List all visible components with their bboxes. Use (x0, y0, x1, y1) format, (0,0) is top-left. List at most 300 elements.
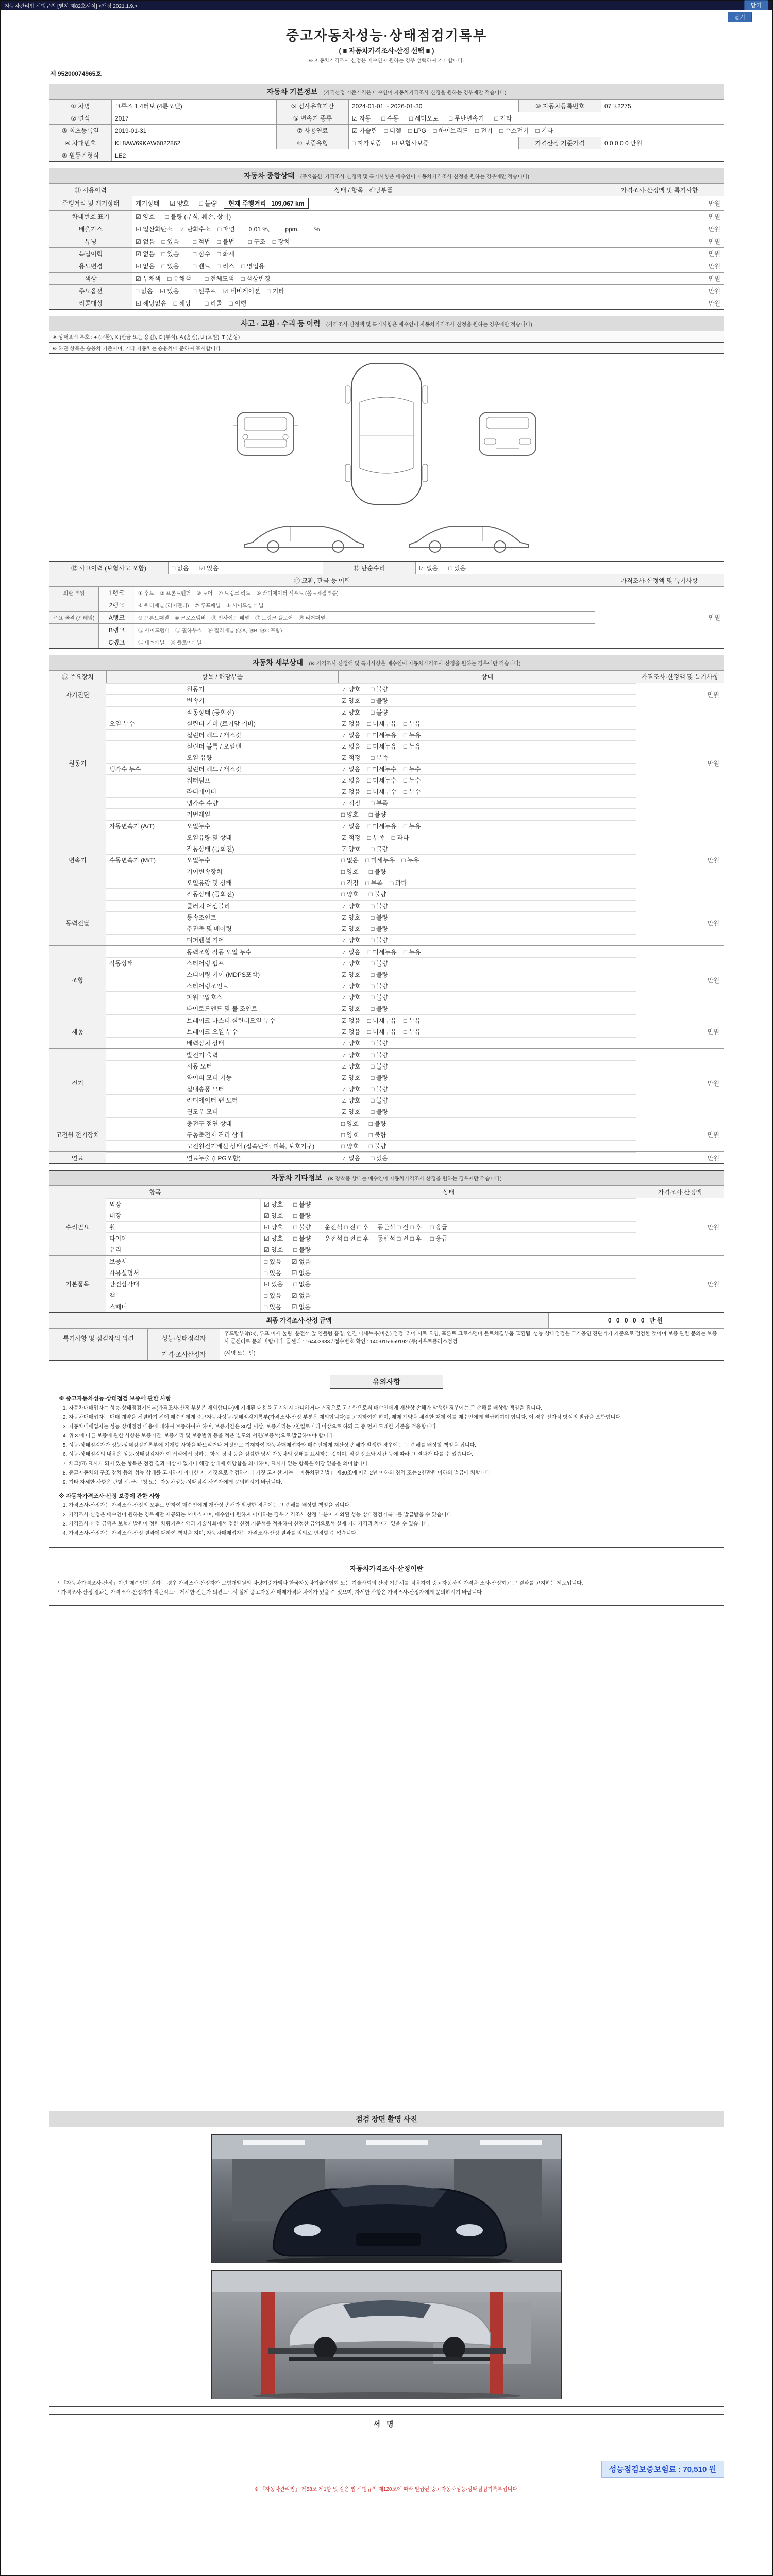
overall-rows (49, 196, 724, 309)
detail-part: 오일유량 및 상태 (183, 877, 338, 888)
detail-group-fuel (49, 1151, 724, 1163)
field-label: 가격산정 기준가격 (518, 137, 601, 149)
table-row (49, 210, 724, 223)
field-label: ⑥ 변속기 종류 (276, 112, 348, 124)
group-rows (106, 1117, 636, 1151)
detail-row (106, 888, 636, 900)
column-header: 상태 (338, 671, 636, 683)
photo-section-title: 점검 장면 촬영 사진 (49, 2111, 724, 2127)
document-header (49, 25, 724, 64)
table-row (49, 196, 724, 210)
field-label: ③ 최초등록일 (49, 125, 111, 137)
notice-item: 4. 가격조사·산정자는 가격조사·산정 결과에 대하여 책임을 지며, 자동차매매업자는 가격조사·산정 결과를 임의로 변경할 수 없습니다. (63, 1531, 358, 1536)
notice-item: 2. 자동차매매업자는 매매 계약을 체결하기 전에 매수인에게 중고자동차성능·상태점검기록부(가격조사·산정 부분은 제외합니다)를 고지하여야 하며, 매매 계약을 체결한 때에 이를 매수인에게 발급하여야 합니다. 이 경우 전자적 방식의 발급을 포함합니다. (63, 1415, 622, 1420)
panel-group-label (49, 599, 98, 611)
detail-status: ☑ 양호 □ 불량 (341, 914, 389, 921)
model-year-value: 2017 (111, 112, 276, 124)
car-diagram-row-top (227, 359, 546, 509)
detail-status: ☑ 양호 □ 불량 (341, 937, 389, 944)
photo-lift-illustration (212, 2271, 562, 2399)
detail-status: ☑ 양호 □ 불량 (341, 925, 389, 933)
rank-label: C랭크 (98, 636, 135, 648)
opinion-table (49, 1328, 724, 1361)
group-rows (106, 946, 636, 1014)
row-status (132, 235, 595, 247)
detail-group-electrical (49, 1048, 724, 1117)
row-status (132, 260, 595, 272)
detail-subgroup (106, 901, 183, 911)
definition-title: 자동차가격조사·산정이란 (320, 1561, 453, 1575)
row-label: 리콜대상 (49, 297, 132, 309)
detail-status: ☑ 없음 □ 미세누수 □ 누수 (341, 766, 421, 773)
rank-label: A랭크 (98, 612, 135, 623)
row-price: 만원 (595, 297, 724, 309)
detail-status: ☑ 없음 □ 미세누유 □ 누유 (341, 1017, 421, 1024)
detail-group-brake (49, 1014, 724, 1048)
detail-part: 실린더 블록 / 오일팬 (183, 741, 338, 752)
row-price: 만원 (595, 196, 724, 210)
appraiser-opinion-text: (서명 또는 인) (220, 1348, 724, 1360)
detail-part: 배력장치 상태 (183, 1038, 338, 1048)
detail-subgroup (106, 946, 183, 957)
detail-subgroup (106, 775, 183, 786)
section-detail-title: 자동차 세부상태 (252, 658, 304, 667)
detail-row (106, 1117, 636, 1129)
detail-row (106, 911, 636, 923)
status-checkboxes: ☑ 일산화탄소 ☑ 탄화수소 □ 매연 0.01 %, ppm, % (136, 226, 320, 233)
column-header: 항목 (49, 1186, 261, 1198)
group-rows (106, 1198, 636, 1255)
detail-status: □ 적정 □ 부족 □ 과다 (341, 879, 407, 887)
section-accident-title: 사고 · 교환 · 수리 등 이력 (241, 319, 321, 328)
group-name: 전기 (49, 1049, 106, 1117)
group-rows (106, 1256, 636, 1312)
detail-subgroup (106, 935, 183, 945)
detail-status: ☑ 적정 □ 부족 (341, 800, 389, 807)
fuel-options: ☑ 가솔린 □ 디젤 □ LPG □ 하이브리드 □ 전기 □ 수소전기 □ 기타 (348, 125, 724, 137)
group-name: 변속기 (49, 820, 106, 900)
group-rows (106, 1049, 636, 1117)
detail-part: 스티어링 펌프 (183, 958, 338, 969)
detail-status: ☑ 양호 □ 불량 (341, 1040, 389, 1047)
car-diagram-front-view (227, 403, 304, 465)
group-price: 만원 (636, 1198, 724, 1255)
misc-row (106, 1244, 636, 1255)
rank-row (49, 636, 595, 648)
section-detail-header (49, 655, 724, 670)
notice-section (49, 1369, 724, 1548)
detail-status: ☑ 양호 □ 불량 (341, 1074, 389, 1081)
detail-status: ☑ 양호 □ 불량 (341, 994, 389, 1001)
misc-part: 사용설명서 (106, 1267, 261, 1278)
detail-status: □ 없음 □ 미세누유 □ 누유 (341, 857, 419, 864)
column-header: ⑮ 주요장치 (49, 671, 106, 683)
detail-row (106, 786, 636, 797)
table-row (49, 247, 724, 260)
misc-part: 내장 (106, 1210, 261, 1221)
table-row (49, 272, 724, 284)
section-detail-note: (※ 가격조사·산정액 및 특기사항은 매수인이 자동차가격조사·산정을 원하는 경우에만 적습니다) (309, 661, 521, 667)
detail-group-engine (49, 706, 724, 820)
page-note: ※ 자동차가격조사·산정은 매수인이 원하는 경우 선택하여 기재합니다. (309, 58, 464, 64)
final-price-value: 0 0 0 0 0 만원 (548, 1313, 724, 1328)
group-price: 만원 (636, 820, 724, 900)
detail-status: ☑ 양호 □ 불량 (341, 1108, 389, 1115)
detail-row (106, 980, 636, 991)
detail-status: ☑ 없음 □ 미세누수 □ 누수 (341, 788, 421, 795)
rank-label: B랭크 (98, 624, 135, 636)
section-overall-title: 자동차 종합상태 (244, 172, 295, 180)
detail-part: 윈도우 모터 (183, 1106, 338, 1117)
field-label: ⑨ 자동차등록번호 (518, 100, 601, 112)
group-price: 만원 (636, 1049, 724, 1117)
misc-part: 안전삼각대 (106, 1279, 261, 1290)
misc-group-items (49, 1255, 724, 1312)
misc-part: 스패너 (106, 1301, 261, 1312)
detail-row (106, 1083, 636, 1094)
rank-label: 2랭크 (98, 599, 135, 611)
detail-group-selfdiag (49, 683, 724, 706)
status-checkboxes: □ 없음 ☑ 있음 □ 썬루프 ☑ 네비게이션 □ 기타 (136, 287, 284, 295)
status-checkboxes: ☑ 무채색 □ 유채색 □ 전체도색 □ 색상변경 (136, 275, 271, 282)
detail-row (106, 729, 636, 740)
detail-subgroup (106, 1038, 183, 1048)
group-name: 연료 (49, 1152, 106, 1163)
detail-part: 와이퍼 모터 기능 (183, 1072, 338, 1083)
detail-status: □ 양호 □ 불량 (341, 811, 386, 818)
detail-status: □ 양호 □ 불량 (341, 868, 386, 875)
close-button-top[interactable]: 닫기 (744, 0, 768, 10)
column-header: 상태 / 항목 · 해당부품 (132, 184, 595, 196)
notice-item: 1. 가격조사·산정자는 가격조사·산정의 오류로 인하여 매수인에게 재산상 손해가 발생한 경우에는 그 손해를 배상할 책임을 집니다. (63, 1503, 351, 1509)
section-accident-header (49, 316, 724, 331)
detail-part: 발전기 출력 (183, 1049, 338, 1060)
section-misc-title: 자동차 기타정보 (271, 1174, 322, 1182)
detail-status: ☑ 양호 □ 불량 (341, 903, 389, 910)
row-label: 튜닝 (49, 235, 132, 247)
detail-row (106, 1014, 636, 1026)
row-price: 만원 (595, 211, 724, 223)
detail-status: ☑ 적정 □ 부족 □ 과다 (341, 834, 409, 841)
detail-part: 워터펌프 (183, 775, 338, 786)
detail-row (106, 1094, 636, 1106)
notice-title: 유의사항 (330, 1375, 443, 1389)
document (49, 25, 724, 2508)
detail-subgroup (106, 866, 183, 877)
detail-status: ☑ 없음 □ 미세누유 □ 누유 (341, 743, 421, 750)
final-price-label: 최종 가격조사·산정 금액 (49, 1313, 548, 1328)
final-price-band (49, 1313, 724, 1328)
detail-part: 실린더 헤드 / 개스킷 (183, 764, 338, 774)
notice-item: 9. 기타 자세한 사항은 관할 시·군·구청 또는 자동차성능·상태점검 사업자에게 문의하시기 바랍니다. (63, 1480, 282, 1485)
detail-row (106, 740, 636, 752)
detail-part: 충전구 절연 상태 (183, 1118, 338, 1129)
exchange-rank-rows (49, 586, 595, 648)
misc-part: 외장 (106, 1199, 261, 1210)
detail-row (106, 706, 636, 718)
section-misc-note: (※ 장착품 상태는 매수인이 자동차가격조사·산정을 원하는 경우에만 적습니다) (328, 1176, 502, 1182)
misc-row (106, 1278, 636, 1290)
warranty-type-options: □ 자가보증 ☑ 보험사보증 (348, 137, 518, 149)
detail-group-powertrain (49, 900, 724, 945)
panel-group-label: 외판 부위 (49, 587, 98, 599)
row-price: 만원 (595, 223, 724, 235)
detail-subgroup (106, 1106, 183, 1117)
page-title: 중고자동차성능·상태점검기록부 (285, 28, 488, 43)
misc-status: ☑ 양호 □ 불량 운전석 □ 전 □ 후 동반석 □ 전 □ 후 □ 응급 (264, 1224, 448, 1231)
odometer-value: 현재 주행거리 109,067 km (224, 198, 309, 209)
misc-status: ☑ 양호 □ 불량 (264, 1212, 311, 1219)
detail-row (106, 923, 636, 934)
detail-part: 시동 모터 (183, 1061, 338, 1072)
accident-history-table (49, 562, 724, 649)
group-price: 만원 (636, 1117, 724, 1151)
group-price: 만원 (636, 1152, 724, 1163)
group-price: 만원 (636, 683, 724, 706)
car-name-value: 크루즈 1.4터보 (4륜모델) (111, 100, 276, 112)
detail-subgroup (106, 684, 183, 694)
detail-subgroup (106, 912, 183, 923)
exchange-price: 만원 (595, 586, 724, 648)
detail-subgroup (106, 695, 183, 706)
state-symbol-legend: ※ 상태표시 부호 : ● (교환), X (판금 또는 용접), C (부식), A (흠집), U (요철), T (손상) (49, 331, 724, 343)
row-status (132, 285, 595, 297)
misc-row (106, 1290, 636, 1301)
detail-subgroup (106, 1003, 183, 1014)
legal-footnote: ※ 「자동차관리법」 제58조 제1항 및 같은 법 시행규칙 제120조에 따라 발급된 중고자동차성능·상태점검기록부입니다. (254, 2487, 519, 2493)
detail-status: ☑ 없음 □ 미세누유 □ 누유 (341, 1028, 421, 1036)
misc-row (106, 1256, 636, 1267)
detail-group-steering (49, 945, 724, 1014)
detail-part: 스티어링 기어 (MDPS포함) (183, 969, 338, 980)
detail-subgroup (106, 843, 183, 854)
detail-part: 기어변속장치 (183, 866, 338, 877)
misc-part: 잭 (106, 1290, 261, 1301)
simple-repair-label: ⑬ 단순수리 (323, 562, 415, 574)
vin-value: KL8AW69KAW6022862 (111, 137, 276, 149)
detail-part: 동력조향 작동 오일 누수 (183, 946, 338, 957)
detail-status: ☑ 양호 □ 불량 (341, 686, 389, 693)
detail-subgroup (106, 1083, 183, 1094)
group-rows (106, 1152, 636, 1163)
column-header: 가격조사·산정액 및 특기사항 (595, 184, 724, 196)
inspector-opinion-text: 후드탈부착(G), 루프 미세 눌림, 운전석 앞 엠블럼 흠집, 엔진 미세누유(비침) 점검, 리어 시트 오염, 프론트 크로스멤버 볼트체결부품 교환됨. 성능·상태점검은 국가공인 진단기기 기준으로 점검한 것이며 보증 관련 문의는 보증사 콜센터로 문의 바랍니다. 콜센터 : 1644-3933 / 접수번호 확인 : 140-015-659192 (주)아우토플러스점검 (220, 1329, 724, 1348)
group-name: 제동 (49, 1014, 106, 1048)
photo-section (49, 2127, 724, 2407)
detail-subgroup (106, 877, 183, 888)
row-status (132, 273, 595, 284)
row-label: 색상 (49, 273, 132, 284)
group-name: 조향 (49, 946, 106, 1014)
misc-row (106, 1232, 636, 1244)
detail-subgroup (106, 969, 183, 980)
row-label: 배출가스 (49, 223, 132, 235)
column-header: 가격조사·산정액 (636, 1186, 724, 1198)
detail-status: ☑ 적정 □ 부족 (341, 754, 389, 761)
detail-subgroup (106, 1015, 183, 1026)
row-status (132, 248, 595, 260)
detail-part: 실린더 헤드 / 개스킷 (183, 730, 338, 740)
detail-part: 추진축 및 베어링 (183, 923, 338, 934)
detail-group-transmission (49, 820, 724, 900)
field-label: ⑩ 보증유형 (276, 137, 348, 149)
detail-part: 디퍼렌셜 기어 (183, 935, 338, 945)
detail-status: ☑ 양호 □ 불량 (341, 1005, 389, 1012)
detail-subgroup (106, 1049, 183, 1060)
state-symbol-legend2: ※ 하단 항목은 승용차 기준이며, 기타 자동차는 승용차에 준하여 표시합니다. (49, 343, 724, 354)
rank-row (49, 586, 595, 599)
detail-subgroup (106, 980, 183, 991)
panel-group-label (49, 636, 98, 648)
table-row (49, 260, 724, 272)
column-header: 가격조사·산정액 및 특기사항 (636, 671, 724, 683)
detail-row (106, 808, 636, 820)
group-rows (106, 706, 636, 820)
misc-status: ☑ 양호 □ 불량 운전석 □ 전 □ 후 동반석 □ 전 □ 후 □ 응급 (264, 1235, 448, 1242)
rank-label: 1랭크 (98, 587, 135, 599)
definition-body-1: * 「자동차가격조사·산정」이란 매수인이 원하는 경우 가격조사·산정자가 보험개발원의 차량기준가액과 한국자동차기술인협회 또는 기술사회의 산정 기준서를 적용하여 중고자동차의 가격을 조사·산정하고 그 결과를 고지하는 제도입니다. (58, 1581, 583, 1586)
group-name: 원동기 (49, 706, 106, 820)
row-label: 주요옵션 (49, 285, 132, 297)
detail-subgroup (106, 923, 183, 934)
group-name: 고전원 전기장치 (49, 1117, 106, 1151)
detail-row (106, 1037, 636, 1048)
simple-repair-value: ☑ 없음 □ 있음 (415, 562, 724, 574)
detail-subgroup: 작동상태 (106, 958, 183, 969)
detail-part: 원동기 (183, 684, 338, 694)
detail-part: 작동상태 (공회전) (183, 707, 338, 718)
notice-subtitle-2: ※ 자동차가격조사·산정 보증에 관한 사항 (59, 1493, 160, 1499)
detail-row (106, 763, 636, 774)
detail-status: ☑ 없음 □ 미세누유 □ 누유 (341, 823, 421, 830)
fee-row (49, 2461, 724, 2478)
detail-part: 스티어링조인트 (183, 980, 338, 991)
group-price: 만원 (636, 900, 724, 945)
detail-status: ☑ 양호 □ 불량 (341, 697, 389, 704)
misc-row (106, 1267, 636, 1278)
document-number: 제 95200074965호 (50, 70, 102, 77)
detail-row (106, 877, 636, 888)
notice-item: 8. 중고자동차의 구조·장치 등의 성능·상태를 고지하지 아니한 자, 거짓으로 점검하거나 거짓 고지한 자는 「자동차관리법」 제80조에 따라 2년 이하의 징역 또는 2천만원 이하의 벌금에 처합니다. (63, 1470, 492, 1476)
detail-subgroup (106, 992, 183, 1003)
group-rows (106, 1014, 636, 1048)
detail-part: 타이로드엔드 및 볼 조인트 (183, 1003, 338, 1014)
detail-row (106, 1049, 636, 1060)
table-row (49, 235, 724, 247)
section-basic-header (49, 84, 724, 99)
column-header: 항목 / 해당부품 (106, 671, 338, 683)
detail-status: ☑ 양호 □ 불량 (341, 971, 389, 978)
detail-part: 클러치 어셈블리 (183, 901, 338, 911)
detail-row (106, 1072, 636, 1083)
misc-row (106, 1210, 636, 1221)
misc-row (106, 1301, 636, 1312)
detail-part: 실내송풍 모터 (183, 1083, 338, 1094)
detail-part: 등속조인트 (183, 912, 338, 923)
misc-part: 타이어 (106, 1233, 261, 1244)
detail-row (106, 866, 636, 877)
misc-status: □ 있음 ☑ 없음 (264, 1258, 311, 1265)
accident-history-label: ⑫ 사고이력 (보험사고 포함) (49, 562, 168, 574)
section-misc-header (49, 1170, 724, 1185)
detail-part: 오일누수 (183, 855, 338, 866)
detail-subgroup (106, 1129, 183, 1140)
detail-row (106, 1152, 636, 1163)
row-price: 만원 (595, 285, 724, 297)
detail-status: ☑ 양호 □ 불량 (341, 1063, 389, 1070)
detail-row (106, 718, 636, 729)
detail-part: 작동상태 (공회전) (183, 843, 338, 854)
status-checkboxes: 계기상태 ☑ 양호 □ 불량 (136, 200, 217, 207)
window-titlebar (1, 1, 772, 10)
group-name: 기본품목 (49, 1256, 106, 1312)
detail-row (106, 1003, 636, 1014)
misc-status: ☑ 양호 □ 불량 (264, 1201, 311, 1208)
detail-row (106, 1060, 636, 1072)
panel-group-label: 주요 골격 (프레임) (49, 612, 98, 623)
detail-subgroup (106, 832, 183, 843)
status-checkboxes: ☑ 해당없음 □ 해당 □ 리콜 □ 이행 (136, 300, 247, 307)
detail-row (106, 752, 636, 763)
inspector-label: 성능·상태점검자 (147, 1329, 220, 1348)
detail-row (106, 683, 636, 694)
detail-part: 작동상태 (공회전) (183, 889, 338, 900)
group-rows (106, 900, 636, 945)
section-accident-note: (가격조사·산정액 및 특기사항은 매수인이 자동차가격조사·산정을 원하는 경우에만 적습니다) (326, 322, 532, 328)
inspection-photo-lift (211, 2270, 562, 2399)
row-price: 만원 (595, 235, 724, 247)
fee-label: 성능점검보증보험료 (609, 2465, 677, 2474)
detail-subgroup (106, 1118, 183, 1129)
group-price: 만원 (636, 1256, 724, 1312)
page-subtitle: ( ■ 자동차가격조사·산정 선택 ■ ) (339, 47, 434, 55)
detail-part: 커먼레일 (183, 809, 338, 820)
group-price: 만원 (636, 946, 724, 1014)
field-label: ① 차명 (49, 100, 111, 112)
field-label: ⑧ 원동기형식 (49, 149, 111, 161)
misc-status: □ 있음 ☑ 없음 (264, 1303, 311, 1311)
blank-space (49, 1606, 724, 2111)
exchange-title: ⑭ 교환, 판금 등 이력 (49, 574, 595, 586)
notice-item: 2. 가격조사·산정은 매수인이 원하는 경우에만 제공되는 서비스이며, 매수인이 원하지 아니하는 경우 가격조사·산정 부분이 제외된 성능·상태점검기록부를 발급받을 수 있습니다. (63, 1512, 453, 1518)
car-diagram-panel (49, 354, 724, 562)
detail-status: ☑ 양호 □ 불량 (341, 1097, 389, 1104)
row-price: 만원 (595, 273, 724, 284)
rank-parts: ① 후드 ② 프론트펜더 ③ 도어 ④ 트렁크 리드 ⑤ 라디에이터 서포트 (볼트체결부품) (135, 587, 595, 599)
detail-part: 파워고압호스 (183, 992, 338, 1003)
section-basic-title: 자동차 기본정보 (266, 88, 318, 96)
notice-item: 7. 체크(☑) 표시가 되어 있는 항목은 점검 결과 이상이 없거나 해당 상태에 해당함을 의미하며, 표시가 없는 항목은 해당 없음을 의미합니다. (63, 1461, 369, 1467)
misc-part: 보증서 (106, 1256, 261, 1267)
rank-row (49, 599, 595, 611)
group-name: 수리필요 (49, 1198, 106, 1255)
detail-status: □ 양호 □ 불량 (341, 891, 386, 898)
detail-subgroup (106, 1141, 183, 1151)
detail-part: 오일유량 및 상태 (183, 832, 338, 843)
detail-subgroup: 냉각수 누수 (106, 764, 183, 774)
section-overall-header (49, 168, 724, 183)
close-button-secondary[interactable]: 닫기 (728, 12, 752, 22)
status-checkboxes: ☑ 양호 □ 불량 (부식, 훼손, 상이) (136, 213, 231, 221)
group-price: 만원 (636, 706, 724, 820)
table-row (49, 223, 724, 235)
detail-status: ☑ 없음 □ 미세누유 □ 누유 (341, 732, 421, 739)
group-rows (106, 820, 636, 900)
detail-row (106, 1106, 636, 1117)
row-label: 차대번호 표기 (49, 211, 132, 223)
misc-row (106, 1221, 636, 1232)
detail-row (106, 1129, 636, 1140)
